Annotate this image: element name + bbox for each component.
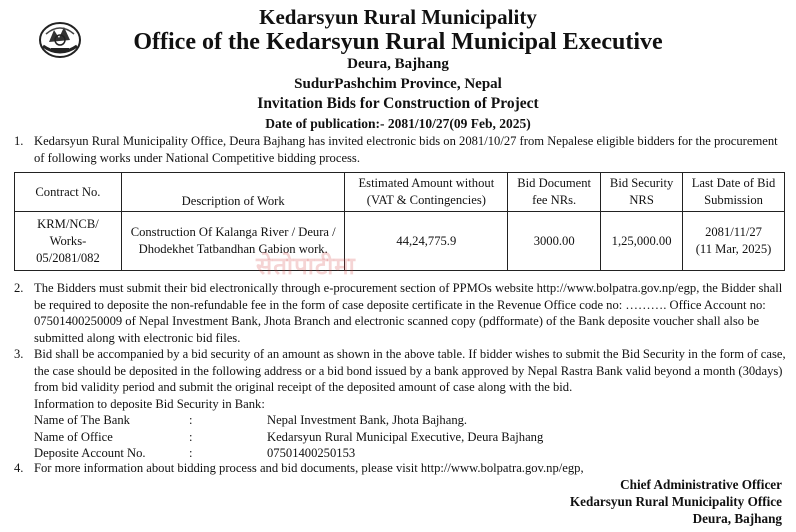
bank-info-heading: Information to deposite Bid Security in Bank:: [34, 396, 265, 411]
paragraph-text: Kedarsyun Rural Municipality Office, Deura Bajhang has invited electronic bids on 2081/10/27 from Nepalese eligible bidders for the procurement of following works under National Competitive bidding process.: [34, 134, 778, 165]
office-address: Deura, Bajhang: [347, 56, 449, 72]
publication-date: Date of publication:- 2081/10/27(09 Feb, 2025): [265, 116, 531, 131]
notice-title: Invitation Bids for Construction of Project: [257, 95, 539, 112]
cell-document-fee: 3000.00: [508, 212, 601, 271]
bank-name-value: Nepal Investment Bank, Jhota Bajhang.: [267, 413, 468, 427]
paragraph-4: [14, 460, 786, 477]
cell-contract-no: KRM/NCB/ Works- 05/2081/082: [15, 212, 122, 271]
header-last-date: Last Date of Bid Submission: [683, 173, 785, 212]
header-estimated-amount: Estimated Amount without (VAT & Contingencies): [345, 173, 508, 212]
table-row: [15, 212, 785, 271]
signatory-place: Deura, Bajhang: [692, 511, 782, 526]
separator-colon: :: [189, 413, 193, 427]
paragraph-number: 1.: [14, 134, 24, 148]
watermark: सेतोपाटीमा: [256, 254, 356, 280]
cell-bid-security: 1,25,000.00: [601, 212, 683, 271]
account-no-value: 07501400250153: [267, 446, 356, 460]
cell-estimated-amount: 44,24,775.9: [345, 212, 508, 271]
signatory-office: Kedarsyun Rural Municipality Office: [569, 494, 782, 509]
account-no-label: Deposite Account No.: [34, 446, 146, 460]
header-description: Description of Work: [121, 173, 345, 212]
paragraph-text: Bid shall be accompanied by a bid security of an amount as shown in the above table. If bidder wishes to submit the Bid Security in the form of case, the case should be deposited in the following address or a bid bond issued by a bank approved by Nepal Rastra Bank valid beyond a month (30days) from bid validity period and submit the original receipt of the deposited amount of case along with the bid.: [34, 347, 786, 395]
header-document-fee: Bid Document fee NRs.: [508, 173, 601, 212]
cell-last-date: [683, 212, 785, 271]
table-header-row: [15, 173, 785, 212]
paragraph-number: 2.: [14, 281, 24, 295]
separator-colon: :: [189, 429, 193, 444]
paragraph-number: 3.: [14, 347, 24, 361]
paragraph-2: [14, 280, 786, 346]
paragraph-text: The Bidders must submit their bid electronically through e-procurement section of PPMOs website http://www.bolpatra.gov.np/egp, the Bidder shall be required to deposite the non-refundable fee in the form of case deposite certificate in the Revenue Office code no: ………. Office Account no: 07501400250009 of Nepal Investment Bank, Jhota Branch and electronic scanned copy (pdfformate) of the Bank deposite voucher shall also be submitted along with electronic bid files.: [34, 281, 783, 345]
header-bid-security: Bid Security NRS: [601, 173, 683, 212]
header-contract-no: Contract No.: [15, 173, 122, 212]
office-name-label: Name of Office: [34, 429, 113, 444]
bids-table: [14, 172, 785, 271]
municipality-name: Kedarsyun Rural Municipality: [259, 5, 537, 29]
signatory-title: Chief Administrative Officer: [620, 477, 782, 492]
paragraph-1: [14, 133, 786, 166]
last-date-bs: 2081/11/27: [705, 225, 762, 239]
last-date-ad: (11 Mar, 2025): [695, 242, 772, 256]
province: SudurPashchim Province, Nepal: [294, 76, 502, 92]
cell-description: Construction Of Kalanga River / Deura / Dhodekhet Tatbandhan Gabion work.: [121, 212, 345, 271]
office-name-value: Kedarsyun Rural Municipal Executive, Deura Bajhang: [267, 429, 544, 444]
separator-colon: :: [189, 446, 193, 460]
paragraph-number: 4.: [14, 461, 24, 475]
bank-name-label: Name of The Bank: [34, 413, 130, 427]
paragraph-3: [14, 346, 786, 412]
office-title: Office of the Kedarsyun Rural Municipal Executive: [133, 29, 663, 55]
paragraph-text: For more information about bidding process and bid documents, please visit http://www.bolpatra.gov.np/egp,: [34, 461, 584, 475]
